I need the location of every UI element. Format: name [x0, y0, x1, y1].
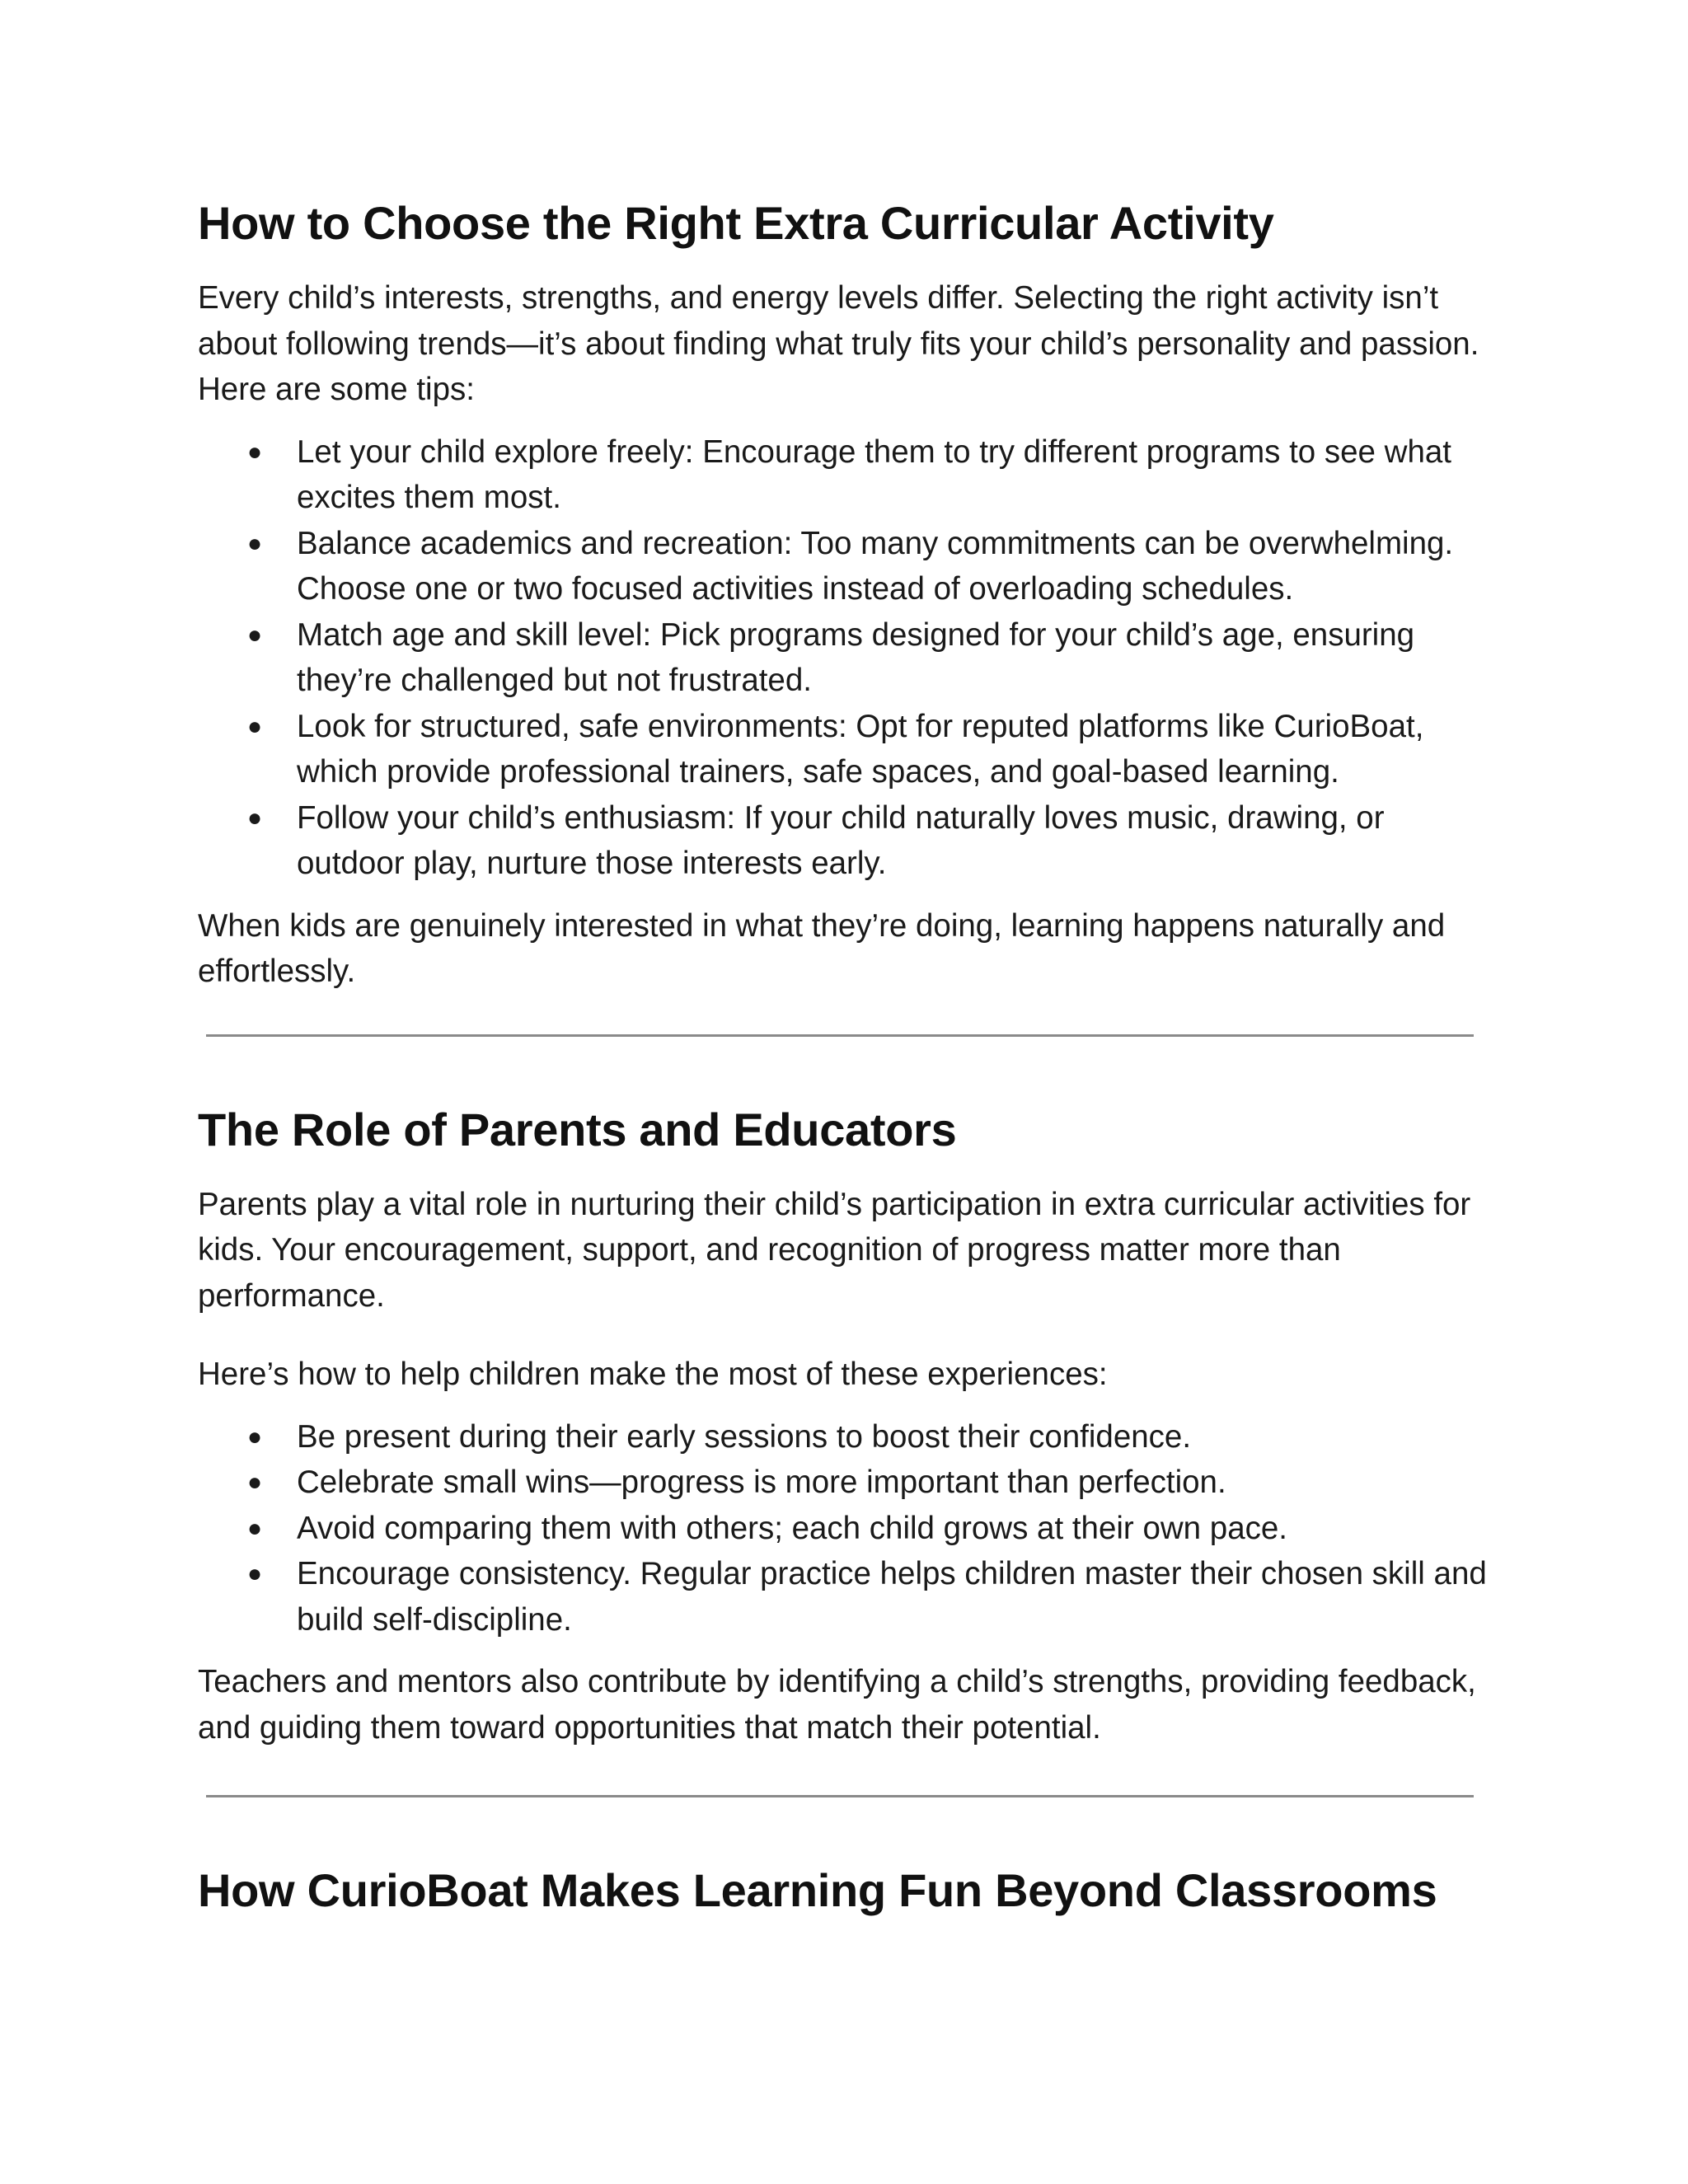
- list-item-text: Look for structured, safe environments: Opt for reputed platforms like CurioBoat, which provide professional trainers, safe spaces, and goal-based learning.: [297, 708, 1424, 790]
- list-item-text: Balance academics and recreation: Too many commitments can be overwhelming. Choose one or two focused activities instead of overloading schedules.: [297, 525, 1454, 607]
- bullet-icon: ●: [247, 712, 263, 740]
- list-item: [247, 1506, 1500, 1552]
- section-choose-activity: [198, 194, 1500, 995]
- section-heading: How CurioBoat Makes Learning Fun Beyond Classrooms: [198, 1864, 1437, 1916]
- list-item: [247, 1460, 1500, 1506]
- list-item-text: Let your child explore freely: Encourage them to try different programs to see what excites them most.: [297, 434, 1451, 515]
- section-parents-educators: [198, 1101, 1500, 1751]
- list-item: [247, 521, 1500, 612]
- bullet-icon: ●: [247, 1560, 263, 1587]
- list-item-text: Follow your child’s enthusiasm: If your child naturally loves music, drawing, or outdoor play, nurture those interests early.: [297, 799, 1385, 881]
- section-closing: Teachers and mentors also contribute by identifying a child’s strengths, providing feedback, and guiding them toward opportunities that match their potential.: [198, 1664, 1476, 1746]
- bullet-icon: ●: [247, 1469, 263, 1496]
- section-intro: Parents play a vital role in nurturing their child’s participation in extra curricular activities for kids. Your encouragement, support, and recognition of progress matter more than performance.: [198, 1186, 1471, 1314]
- list-item: [247, 612, 1500, 704]
- section-curioboat-learning: [198, 1862, 1500, 1919]
- bullet-icon: ●: [247, 1422, 263, 1451]
- section-heading: The Role of Parents and Educators: [198, 1103, 957, 1155]
- bullet-icon: ●: [247, 621, 263, 649]
- section-heading: How to Choose the Right Extra Curricular Activity: [198, 197, 1274, 249]
- tips-list: [198, 1414, 1500, 1643]
- section-intro: Every child’s interests, strengths, and energy levels differ. Selecting the right activity isn’t about following trends—it’s about finding what truly fits your child’s personality and passion. Here are some tips:: [198, 280, 1479, 407]
- list-item-text: Encourage consistency. Regular practice helps children master their chosen skill and build self-discipline.: [297, 1556, 1487, 1638]
- list-item-text: Match age and skill level: Pick programs designed for your child’s age, ensuring they’re challenged but not frustrated.: [297, 616, 1415, 698]
- list-item-text: Celebrate small wins—progress is more important than perfection.: [297, 1465, 1226, 1500]
- bullet-icon: ●: [247, 1514, 263, 1542]
- bullet-icon: ●: [247, 804, 263, 832]
- tips-list: [198, 429, 1500, 887]
- horizontal-divider: [206, 1034, 1474, 1037]
- list-item: [247, 429, 1500, 521]
- bullet-icon: ●: [247, 529, 263, 557]
- section-lead: Here’s how to help children make the most of these experiences:: [198, 1357, 1108, 1392]
- section-closing: When kids are genuinely interested in what they’re doing, learning happens naturally and effortlessly.: [198, 907, 1446, 989]
- document-page: [198, 194, 1500, 1943]
- list-item: [247, 704, 1500, 795]
- bullet-icon: ●: [247, 438, 263, 466]
- list-item: [247, 795, 1500, 887]
- list-item-text: Avoid comparing them with others; each child grows at their own pace.: [297, 1510, 1287, 1546]
- list-item-text: Be present during their early sessions to boost their confidence.: [297, 1418, 1192, 1455]
- list-item: [247, 1414, 1500, 1460]
- list-item: [247, 1551, 1500, 1643]
- horizontal-divider: [206, 1795, 1474, 1797]
